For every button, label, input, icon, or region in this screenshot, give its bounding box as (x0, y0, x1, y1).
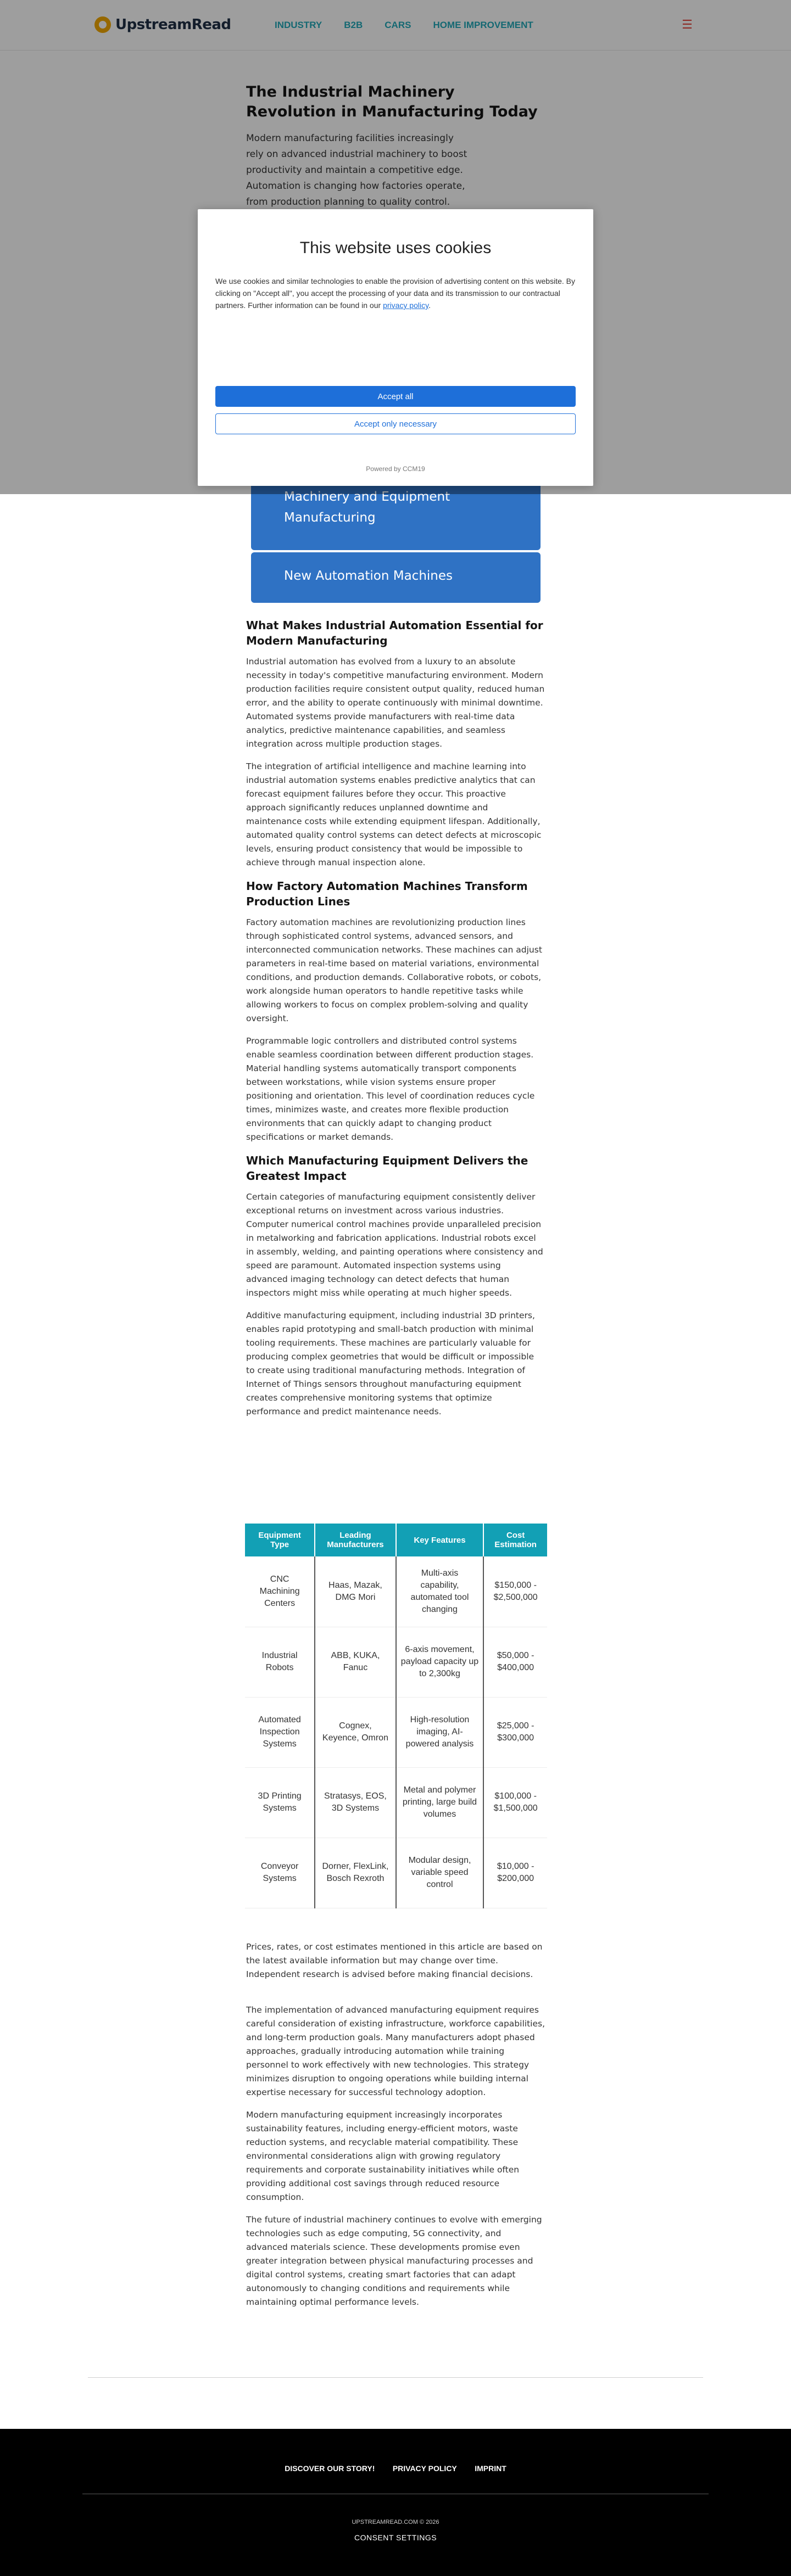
intro-line: Automation is changing how factories operate, (246, 181, 465, 192)
table-cell: Multi-axis capability, automated tool changing (396, 1556, 484, 1627)
table-cell: $100,000 - $1,500,000 (483, 1767, 547, 1838)
footer-links (0, 2464, 791, 2474)
table-header-row (245, 1524, 547, 1556)
table-cell: CNC Machining Centers (245, 1556, 315, 1627)
table-cell: Haas, Mazak, DMG Mori (315, 1556, 396, 1627)
paragraph: The implementation of advanced manufacturing equipment requires careful consideration of existing infrastructure, workforce capabilities, and long-term production goals. Many manufacturers adopt phased approaches, gradually introducing automation while training personnel to work effectively with new technologies. This strategy minimizes disruption to ongoing operations while building internal expertise necessary for successful technology adoption. (246, 2005, 545, 2097)
column-header: Leading Manufacturers (315, 1524, 396, 1556)
table-cell: Stratasys, EOS, 3D Systems (315, 1767, 396, 1838)
intro-line: productivity and maintain a competitive edge. (246, 165, 463, 176)
intro-line: rely on advanced industrial machinery to boost (246, 149, 467, 160)
cookie-dialog-message: We use cookies and similar technologies to enable the provision of advertising content on this website. By clicking on "Accept all", you accept the processing of your data and its transmission to our contractual partners. Further information can be found in our (215, 277, 575, 310)
intro-line: from production planning to quality control. (246, 197, 450, 208)
column-header: Cost Estimation (483, 1524, 547, 1556)
column-header: Equipment Type (245, 1524, 315, 1556)
section-heading: Which Manufacturing Equipment Delivers the Greatest Impact (246, 1154, 528, 1183)
table-cell: $50,000 - $400,000 (483, 1627, 547, 1697)
nav-item-b2b[interactable]: B2B (344, 20, 363, 30)
table-cell: ABB, KUKA, Fanuc (315, 1627, 396, 1697)
paragraph: The integration of artificial intelligence and machine learning into industrial automation systems enables predictive analytics that can forecast equipment failures before they occur. This proactive approach significantly reduces unplanned downtime and maintenance costs while extending equipment lifespan. Additionally, automated quality control systems can detect defects at microscopic levels, ensuring product consistency that would be impossible to achieve through manual inspection alone. (246, 761, 542, 867)
equipment-table (245, 1524, 547, 1908)
table-cell: Modular design, variable speed control (396, 1838, 484, 1908)
article-title: The Industrial Machinery Revolution in Manufacturing Today (246, 83, 538, 120)
paragraph: Modern manufacturing equipment increasingly incorporates sustainability features, including energy-efficient motors, waste reduction systems, and recyclable material compatibility. These environmental considerations align with growing regulatory requirements and corporate sustainability initiatives while often providing additional cost savings through reduced resource consumption. (246, 2110, 520, 2202)
cookie-dialog-title: This website uses cookies (299, 239, 492, 257)
content-divider (88, 2377, 703, 2378)
article-closing (246, 1940, 545, 2318)
logo-text: UpstreamRead (115, 16, 231, 33)
table-row (245, 1627, 547, 1697)
table-row (245, 1697, 547, 1767)
table-row (245, 1838, 547, 1908)
table-cell: Conveyor Systems (245, 1838, 315, 1908)
nav-item-industry[interactable]: INDUSTRY (275, 20, 322, 30)
table-cell: Metal and polymer printing, large build volumes (396, 1767, 484, 1838)
table-cell: Dorner, FlexLink, Bosch Rexroth (315, 1838, 396, 1908)
nav-item-cars[interactable]: CARS (385, 20, 411, 30)
accept-necessary-button[interactable]: Accept only necessary (215, 413, 576, 434)
accept-all-button[interactable]: Accept all (215, 386, 576, 407)
footer-link-our-story[interactable]: DISCOVER OUR STORY! (285, 2464, 375, 2473)
related-link-machinery[interactable]: Machinery and Equipment Manufacturing (251, 473, 541, 550)
paragraph: Factory automation machines are revolutionizing production lines through sophisticated control systems, advanced sensors, and interconnected communication networks. These machines can adjust parameters in real-time based on material variations, environmental conditions, and production demands. Collaborative robots, or cobots, work alongside human operators to handle repetitive tasks while allowing workers to focus on complex problem-solving and quality oversight. (246, 917, 542, 1023)
table-cell: $10,000 - $200,000 (483, 1838, 547, 1908)
footer-link-privacy-policy[interactable]: PRIVACY POLICY (392, 2464, 457, 2473)
table-cell: Automated Inspection Systems (245, 1697, 315, 1767)
section-heading: How Factory Automation Machines Transform Production Lines (246, 880, 528, 908)
table-cell: Cognex, Keyence, Omron (315, 1697, 396, 1767)
section-heading: What Makes Industrial Automation Essential for Modern Manufacturing (246, 619, 543, 647)
table-cell: $25,000 - $300,000 (483, 1697, 547, 1767)
table-row (245, 1556, 547, 1627)
table-cell: 3D Printing Systems (245, 1767, 315, 1838)
paragraph: Additive manufacturing equipment, including industrial 3D printers, enables rapid prototyping and small-batch production with minimal tooling requirements. These machines are particularly valuable for producing complex geometries that would be difficult or impossible to create using traditional manufacturing methods. Integration of Internet of Things sensors throughout manufacturing equipment creates comprehensive monitoring systems that optimize performance and predict maintenance needs. (246, 1311, 535, 1416)
footer-copyright: UPSTREAMREAD.COM © 2026 (352, 2519, 439, 2525)
paragraph: Industrial automation has evolved from a luxury to an absolute necessity in today's competitive manufacturing environment. Modern production facilities require consistent output quality, reduced human error, and the ability to operate continuously with minimal downtime. Automated systems provide manufacturers with real-time data analytics, predictive maintenance capabilities, and seamless integration across multiple production stages. (246, 657, 545, 749)
paragraph: Certain categories of manufacturing equipment consistently deliver exceptional returns on investment across various industries. Computer numerical control machines provide unparalleled precision in metalworking and fabrication applications. Industrial robots excel in assembly, welding, and painting operations where consistency and speed are paramount. Automated inspection systems using advanced imaging technology can detect defects that human inspectors might miss while operating at much higher speeds. (246, 1192, 543, 1298)
menu-icon[interactable]: ☰ (682, 18, 693, 31)
related-link-automation[interactable]: New Automation Machines (251, 552, 541, 603)
footer-link-imprint[interactable]: IMPRINT (475, 2464, 506, 2473)
article-body (246, 618, 545, 1427)
table-cell: 6-axis movement, payload capacity up to 2,300kg (396, 1627, 484, 1697)
cookie-dialog-text-end: . (428, 301, 431, 310)
price-disclaimer: Prices, rates, or cost estimates mentioned in this article are based on the latest available information but may change over time. Independent research is advised before making financial decisions. (246, 1942, 543, 1979)
table-row (245, 1767, 547, 1838)
privacy-policy-link[interactable]: privacy policy (383, 301, 429, 310)
intro-line: Modern manufacturing facilities increasingly (246, 133, 454, 144)
table-cell: Industrial Robots (245, 1627, 315, 1697)
cookie-consent-dialog (198, 209, 593, 486)
paragraph: The future of industrial machinery continues to evolve with emerging technologies such as edge computing, 5G connectivity, and advanced materials science. These developments promise even greater integration between physical manufacturing processes and digital control systems, creating smart factories that can adapt autonomously to changing conditions and requirements while maintaining optimal performance levels. (246, 2215, 542, 2307)
table-cell: High-resolution imaging, AI-powered analysis (396, 1697, 484, 1767)
paragraph: Programmable logic controllers and distributed control systems enable seamless coordination between different production stages. Material handling systems automatically transport components between workstations, while vision systems ensure proper positioning and orientation. This level of coordination reduces cycle times, minimizes waste, and creates more flexible production environments that can quickly adapt to changing product specifications or market demands. (246, 1036, 535, 1142)
column-header: Key Features (396, 1524, 484, 1556)
consent-settings-link[interactable]: CONSENT SETTINGS (354, 2533, 437, 2542)
cookie-dialog-text (215, 275, 576, 311)
powered-by-label: Powered by CCM19 (366, 465, 425, 473)
nav-item-home-improvement[interactable]: HOME IMPROVEMENT (433, 20, 533, 30)
table-cell: $150,000 - $2,500,000 (483, 1556, 547, 1627)
site-footer (0, 2429, 791, 2576)
